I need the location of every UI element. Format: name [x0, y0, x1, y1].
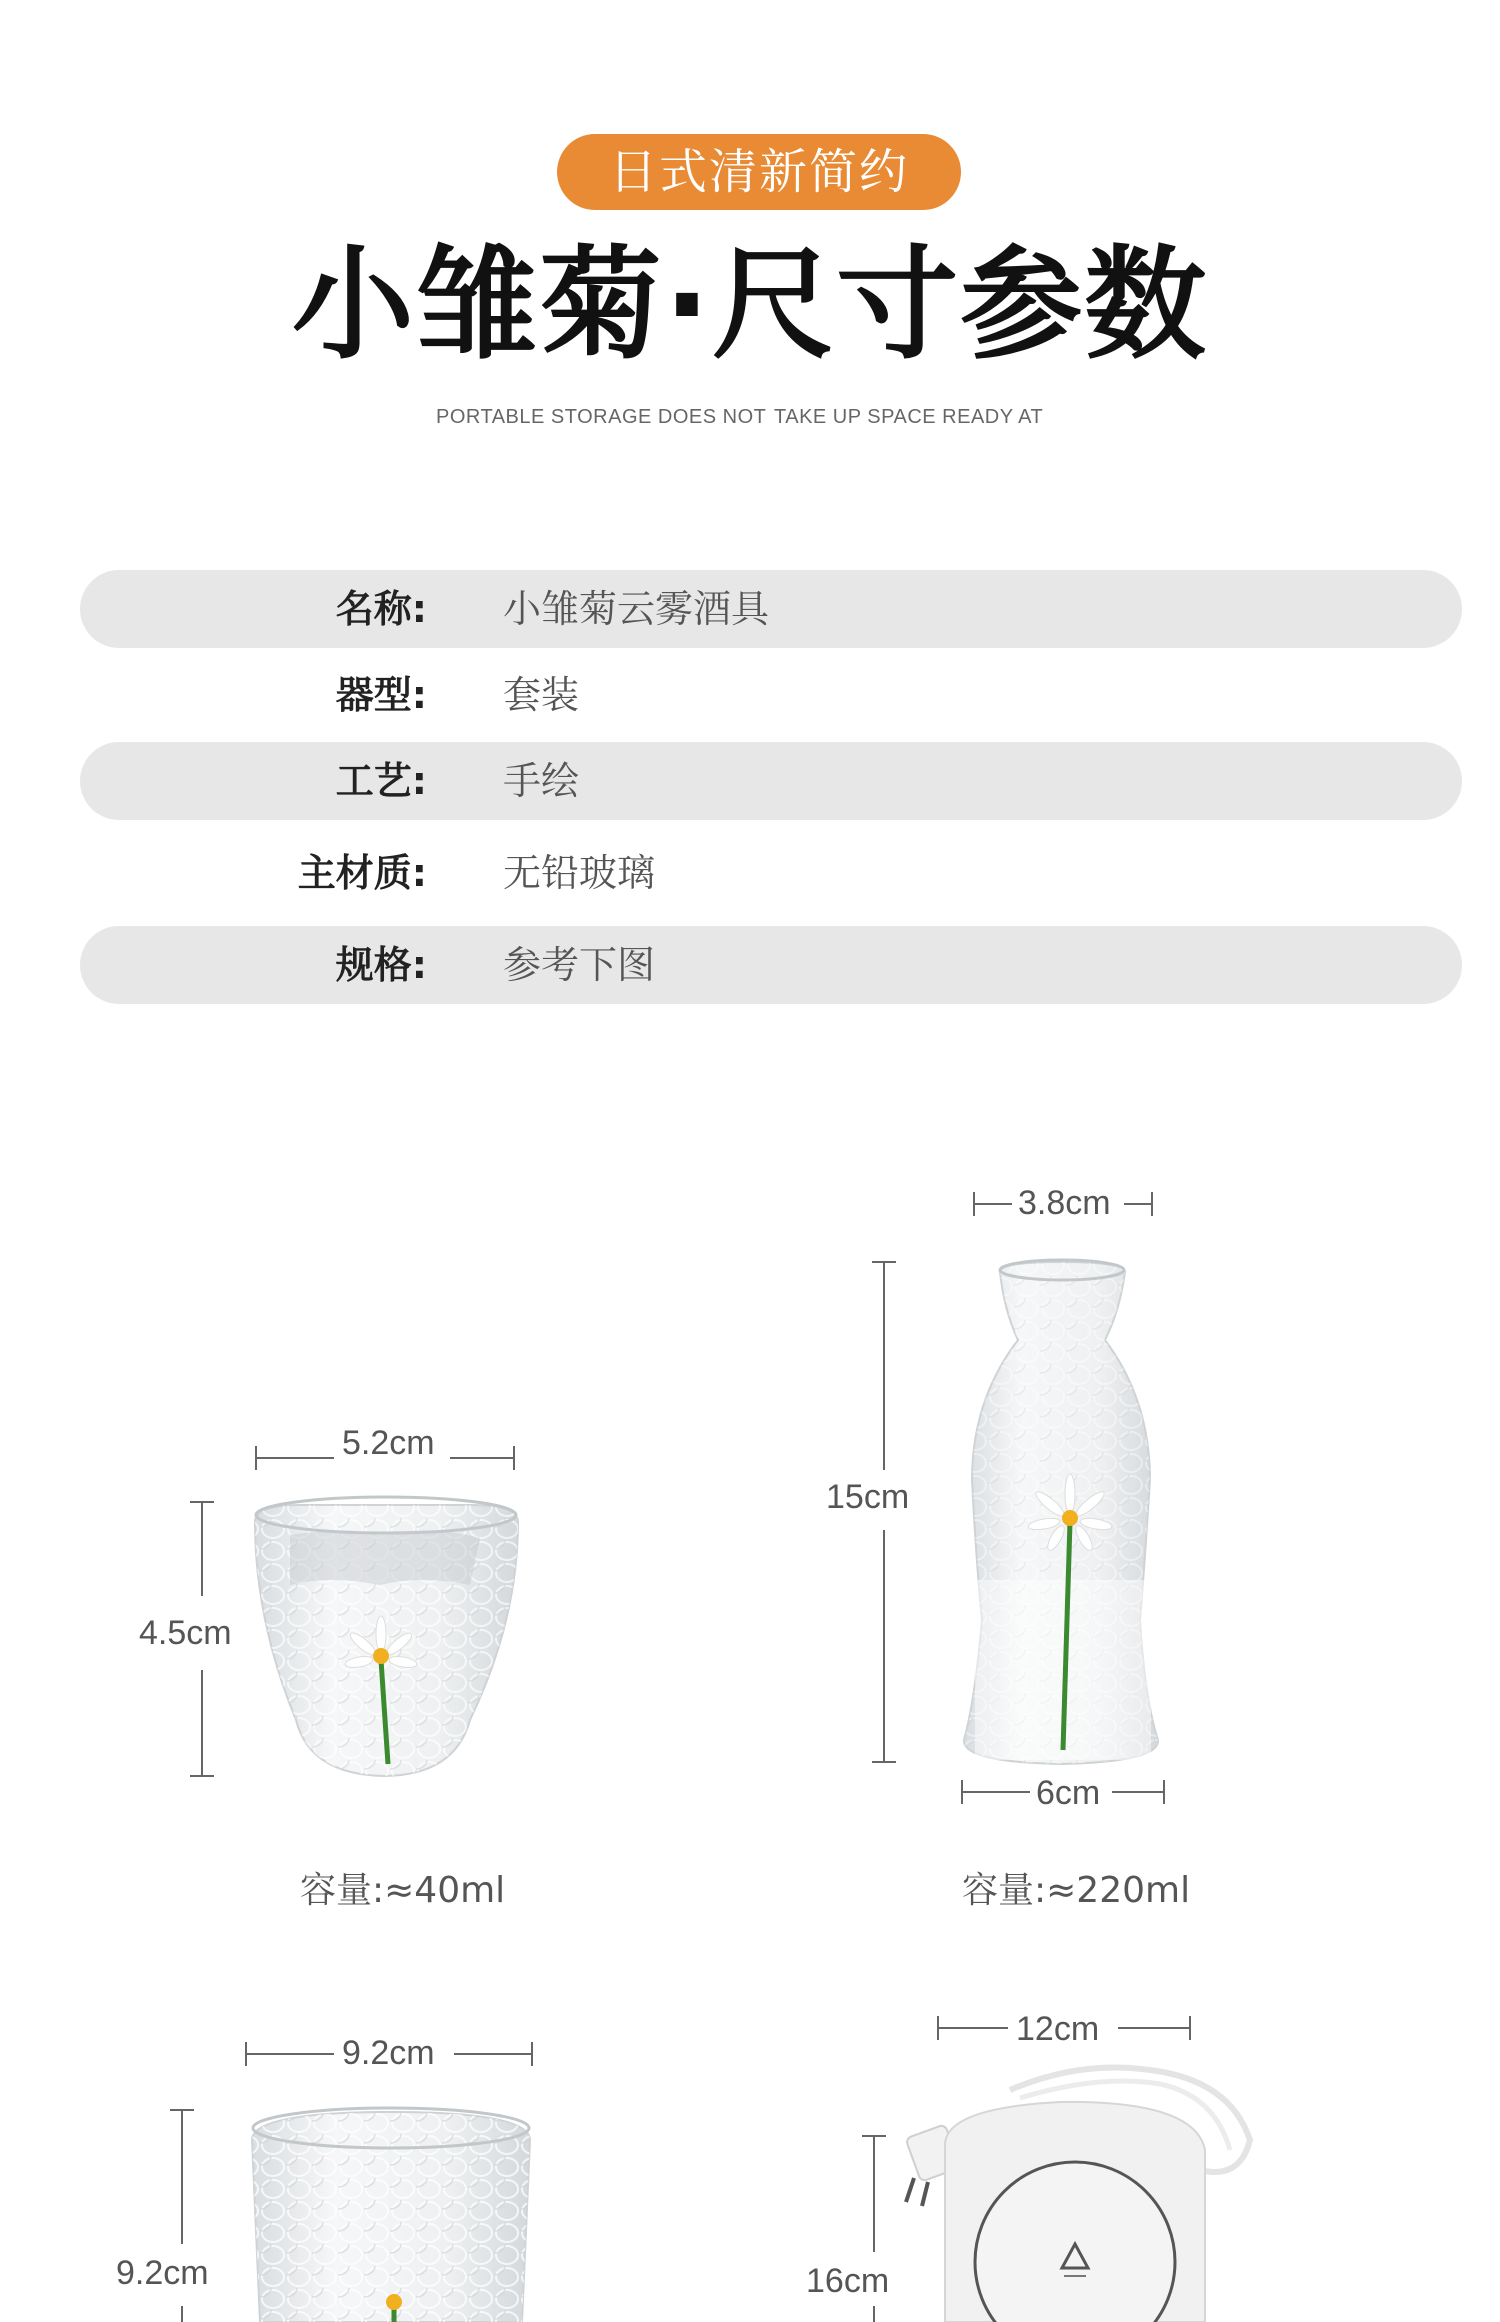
cup-capacity: 容量:≈40ml [300, 1870, 506, 1911]
style-tag: 日式清新简约 [557, 134, 961, 210]
bottle-top-width-label: 3.8cm [1018, 1184, 1111, 1222]
spec-value: 套装 [503, 673, 580, 717]
cup-height-label: 4.5cm [139, 1614, 232, 1652]
spec-value: 无铅玻璃 [503, 851, 656, 895]
warmer-width-label: 12cm [1016, 2010, 1100, 2048]
spec-value: 参考下图 [503, 943, 656, 987]
subtitle-left: PORTABLE STORAGE DOES NOT [436, 406, 767, 428]
page-title: 小雏菊·尺寸参数 [291, 234, 1209, 376]
warmer-height-label: 16cm [806, 2262, 890, 2300]
spec-label: 主材质: [297, 851, 427, 895]
subtitle-right: TAKE UP SPACE READY AT [774, 406, 1044, 428]
bottle-bottom-width-label: 6cm [1036, 1774, 1101, 1812]
spec-label: 工艺: [335, 759, 427, 803]
spec-value: 手绘 [503, 759, 580, 803]
cup-width-label: 5.2cm [342, 1424, 435, 1462]
spec-label: 规格: [335, 943, 427, 987]
bowl-width-label: 9.2cm [342, 2034, 435, 2072]
bottle-capacity: 容量:≈220ml [962, 1870, 1191, 1911]
spec-label: 器型: [335, 673, 427, 717]
spec-value: 小雏菊云雾酒具 [503, 587, 770, 631]
bowl-height-label: 9.2cm [116, 2254, 209, 2292]
bottle-height-label: 15cm [826, 1478, 910, 1516]
spec-label: 名称: [335, 587, 427, 631]
